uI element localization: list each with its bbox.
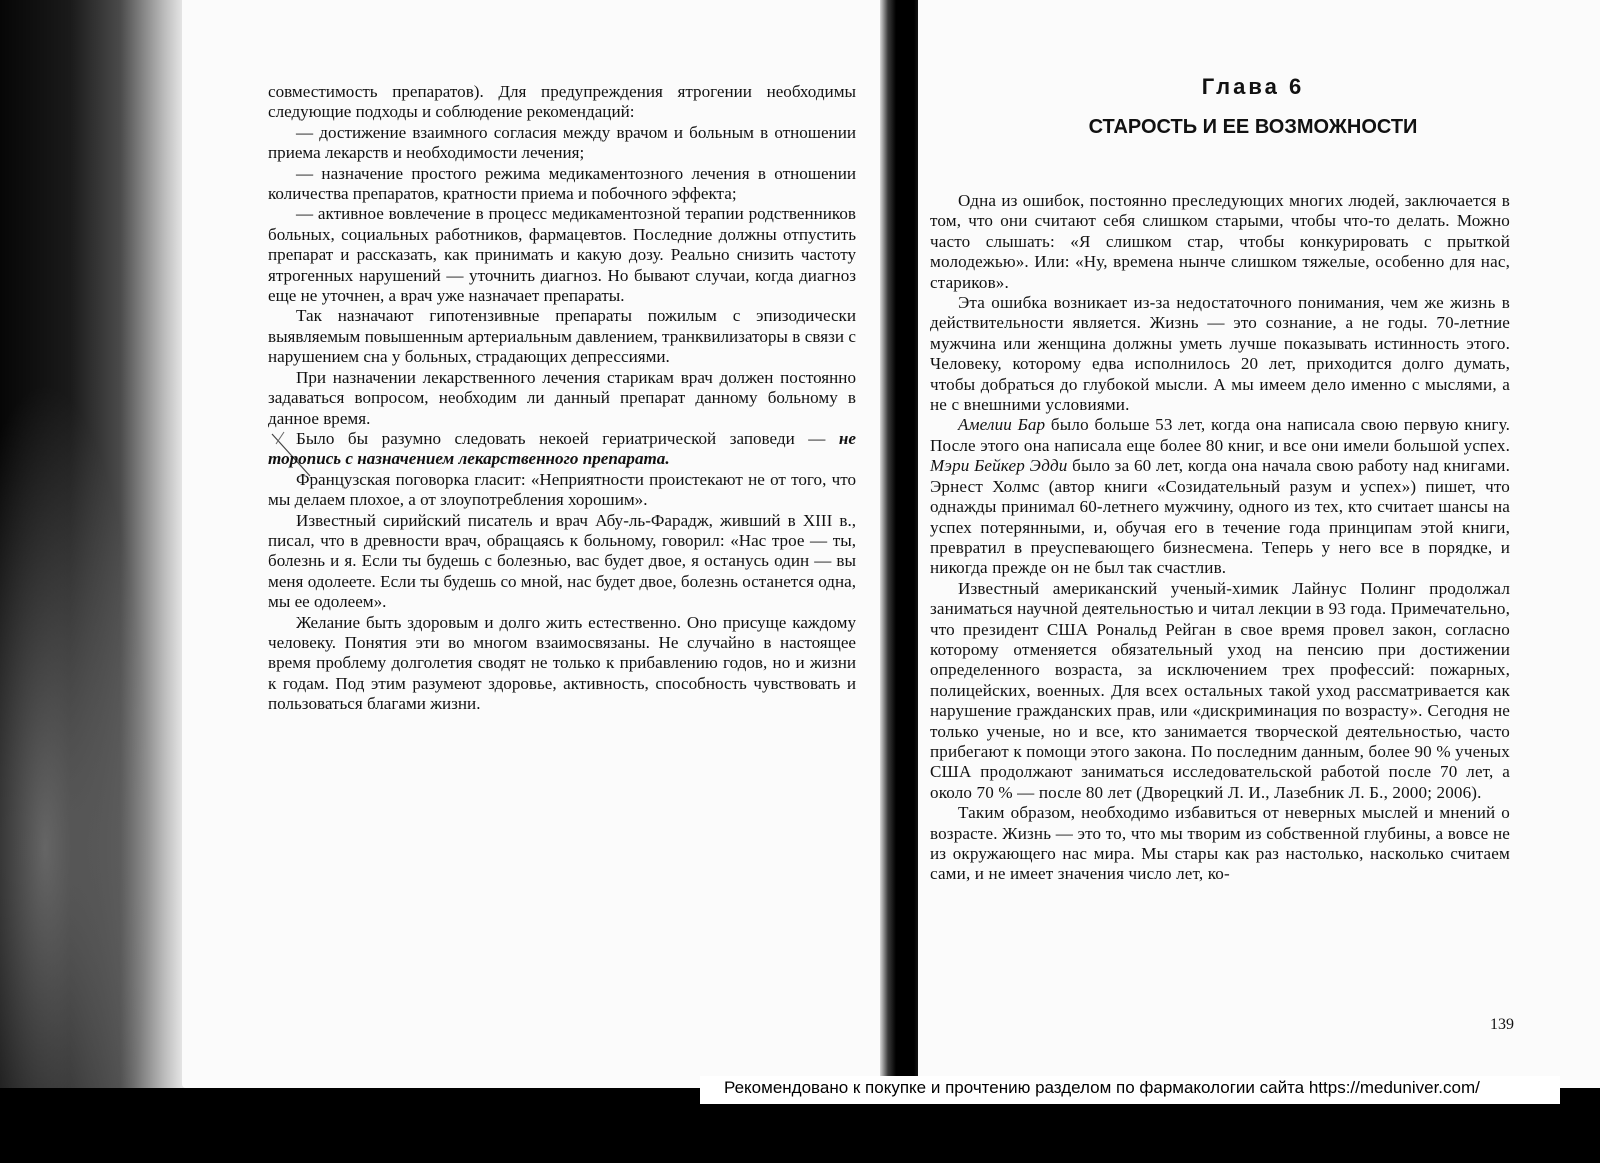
list-item: — назначение простого режима медикаментозного лечения в отношении количества препаратов, кратности приема и побочного эффекта;: [268, 163, 856, 204]
list-item: — активное вовлечение в процесс медикаментозной терапии родственников больных, социальных работников, фармацевтов. Последние должны отпустить препарат и рассказать, как принимать и какую дозу. Реально снизить частоту ятрогенных нарушений — уточнить диагноз. Но бывают случаи, когда диагноз еще не уточнен, а врач уже назначает препараты.: [268, 204, 856, 306]
emphasized-maxim: не торопись с назначением лекарственного препарата.: [268, 428, 856, 469]
paragraph: [930, 415, 1510, 578]
paragraph: совместимость препаратов). Для предупреждения ятрогении необходимы следующие подходы и соблюдение рекомендаций:: [268, 82, 856, 122]
right-page-text: [930, 191, 1510, 885]
paragraph: Таким образом, необходимо избавиться от неверных мыслей и мнений о возрасте. Жизнь — это то, что мы творим из собственной глубины, а вовсе не из окружающего нас мира. Мы стары как раз настолько, насколько считаем сами, и не имеет значения число лет, ко-: [930, 803, 1510, 884]
left-page-text: [268, 82, 856, 715]
paragraph-text: было за 60 лет, когда она начала свою работу над книгами. Эрнест Холмс (автор книги «Созидательный разум и успех») пишет, что однажды принимал 60-летнего мужчину, одного из тех, кто считает шансы на успех потерянными, и, обучая его в течение года принципам этой книги, превратил в преуспевающего бизнесмена. Теперь у него все в порядке, и никогда прежде он не был так счастлив.: [930, 456, 1511, 578]
scan-edge-speckle: [0, 380, 150, 1160]
page-number: 139: [1490, 1016, 1514, 1033]
paragraph: Эта ошибка возникает из-за недостаточного понимания, чем же жизнь в действительности является. Жизнь — это сознание, а не годы. 70-летние мужчина или женщина должны уметь лучше показывать истинность этого. Человеку, которому едва исполнилось 20 лет, приходится долго думать, чтобы добраться до глубокой мысли. А мы имеем дело именно с мыслями, а не с внешними условиями.: [930, 293, 1510, 415]
chapter-number: Глава 6: [1201, 74, 1305, 99]
paragraph: Известный американский ученый-химик Лайнус Полинг продолжал заниматься научной деятельностью и читал лекции в 93 года. Примечательно, что президент США Рональд Рейган в свое время провел закон, согласно которому отменяется обязательный уход на пенсию при достижении определенного возраста, за исключением трех профессий: пожарных, полицейских, военных. Для всех остальных такой уход рассматривается как нарушение гражданских прав, или «дискриминация по возрасту». Сегодня не только ученые, но и все, кто занимается творческой деятельностью, часто прибегают к помощи этого закона. По последним данным, более 90 % ученых США продолжают заниматься исследовательской работой после 70 лет, а около 70 % — после 80 лет (Дворецкий Л. И., Лазебник Л. Б., 2000; 2006).: [930, 578, 1510, 802]
left-page: [182, 0, 890, 1088]
paragraph: Французская поговорка гласит: «Неприятности проистекают не от того, что мы делаем плохое, а от злоупотребления хорошим».: [268, 469, 856, 510]
right-page: [918, 0, 1600, 1088]
paragraph: Одна из ошибок, постоянно преследующих многих людей, заключается в том, что они считают себя слишком старыми, чтобы что-то делать. Можно часто слышать: «Я слишком стар, чтобы конкурировать с прыткой молодежью». Или: «Ну, времена нынче слишком тяжелые, особенно для нас, стариков».: [930, 191, 1510, 292]
paragraph-text: Было бы разумно следовать некоей гериатрической заповеди —: [296, 428, 826, 448]
paragraph: При назначении лекарственного лечения старикам врач должен постоянно задаваться вопросом, необходим ли данный препарат данному больному в данное время.: [268, 367, 856, 428]
paragraph: Желание быть здоровым и долго жить естественно. Оно присуще каждому человеку. Понятия эти во многом взаимосвязаны. Не случайно в настоящее время проблему долголетия сводят не только к прибавлению годов, но и жизни к годам. Под этим разумеют здоровье, активность, способность чувствовать и пользоваться благами жизни.: [268, 612, 856, 714]
chapter-title: СТАРОСТЬ И ЕЕ ВОЗМОЖНОСТИ: [1088, 116, 1418, 138]
person-name: Амелии Бар: [958, 415, 1046, 435]
list-item: — достижение взаимного согласия между врачом и больным в отношении приема лекарств и необходимости лечения;: [268, 122, 856, 163]
paragraph: [268, 429, 856, 470]
paragraph: Известный сирийский писатель и врач Абу-ль-Фарадж, живший в XIII в., писал, что в древности врач, обращаясь к больному, говорил: «Нас трое — ты, болезнь и я. Если ты будешь с болезнью, вас будет двое, я останусь один — вы меня одолеете. Если ты будешь со мной, нас будет двое, болезнь останется одна, мы ее одолеем».: [268, 510, 856, 612]
paragraph-text: было больше 53 лет, когда она написала свою первую книгу. После этого она написала еще более 80 книг, и все они имели большой успех.: [930, 415, 1510, 455]
paragraph: Так назначают гипотензивные препараты пожилым с эпизодически выявляемым повышенным артериальным давлением, транквилизаторы в связи с нарушением сна у больных, страдающих депрессиями.: [268, 306, 856, 367]
person-name: Мэри Бейкер Эдди: [930, 456, 1068, 476]
watermark-text: Рекомендовано к покупке и прочтению разделом по фармакологии сайта https://meduniver.com/: [724, 1078, 1480, 1097]
